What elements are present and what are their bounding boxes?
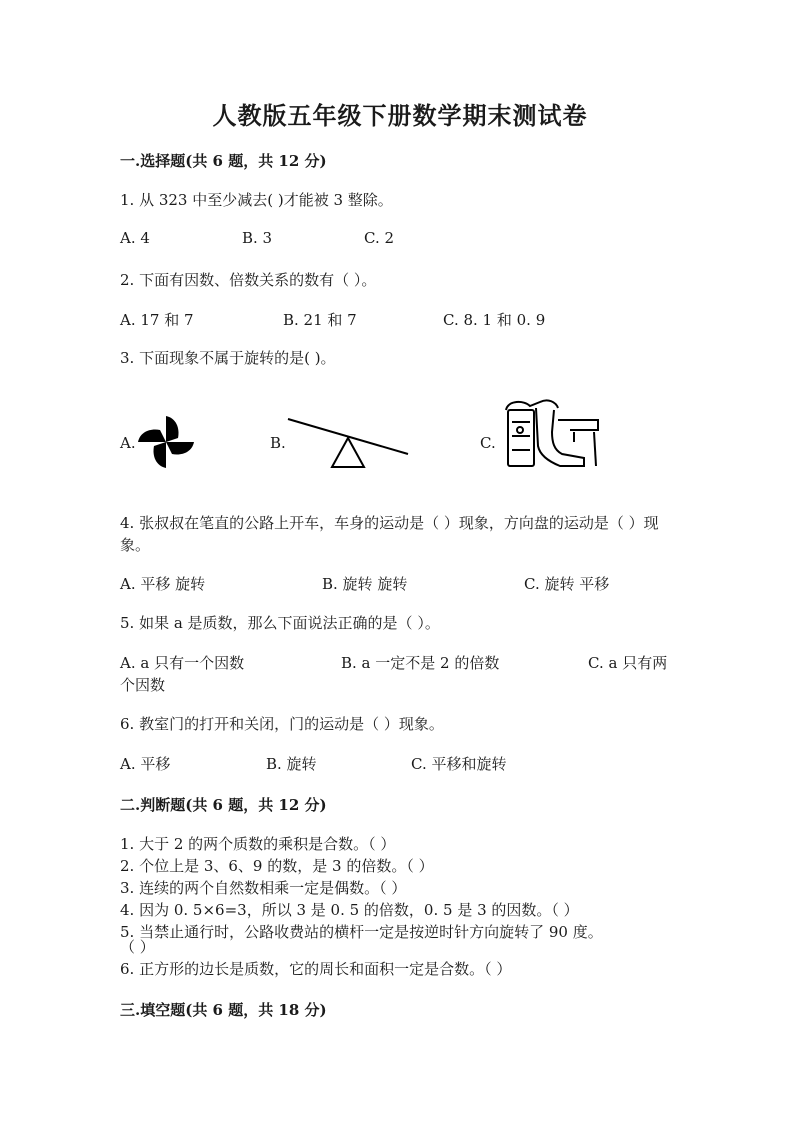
q4-option-a: A. 平移 旋转 (120, 575, 206, 593)
pinwheel-icon (136, 414, 196, 470)
seesaw-icon (286, 416, 410, 472)
q5-option-c: C. a 只有两 (588, 654, 668, 672)
judgement-item: 5. 当禁止通行时，公路收费站的横杆一定是按逆时针方向旋转了 90 度。 (120, 923, 603, 941)
section-heading-judgement: 二.判断题(共 6 题，共 12 分) (120, 796, 327, 814)
judgement-item-continued: （ ） (120, 938, 155, 956)
section-heading-fill-in: 三.填空题(共 6 题，共 18 分) (120, 1001, 327, 1019)
q1-option-c: C. 2 (364, 229, 395, 247)
question-5: 5. 如果 a 是质数，那么下面说法正确的是（ ）。 (120, 614, 440, 632)
question-6: 6. 教室门的打开和关闭，门的运动是（ ）现象。 (120, 715, 444, 733)
q6-option-a: A. 平移 (120, 755, 171, 773)
judgement-item: 4. 因为 0. 5×6=3，所以 3 是 0. 5 的倍数，0. 5 是 3 的因数。（ ） (120, 901, 579, 919)
page-title: 人教版五年级下册数学期末测试卷 (212, 101, 588, 130)
q2-option-b: B. 21 和 7 (283, 311, 357, 329)
question-4: 4. 张叔叔在笔直的公路上开车，车身的运动是（ ）现象，方向盘的运动是（ ）现象。 (120, 514, 659, 554)
question-2: 2. 下面有因数、倍数关系的数有（ ）。 (120, 271, 377, 289)
judgement-item: 2. 个位上是 3、6、9 的数，是 3 的倍数。（ ） (120, 857, 434, 875)
judgement-item: 6. 正方形的边长是质数，它的周长和面积一定是合数。（ ） (120, 960, 512, 978)
q2-option-c: C. 8. 1 和 0. 9 (443, 311, 546, 329)
q5-option-b: B. a 一定不是 2 的倍数 (341, 654, 500, 672)
q4-option-b: B. 旋转 旋转 (322, 575, 408, 593)
q3-option-c-label: C. (480, 434, 496, 452)
q3-option-a-label: A. (120, 434, 136, 452)
q6-option-b: B. 旋转 (266, 755, 317, 773)
slide-icon (500, 396, 604, 472)
judgement-item: 3. 连续的两个自然数相乘一定是偶数。（ ） (120, 879, 407, 897)
judgement-item: 1. 大于 2 的两个质数的乘积是合数。（ ） (120, 835, 396, 853)
q3-option-b-label: B. (270, 434, 286, 452)
q2-option-a: A. 17 和 7 (120, 311, 194, 329)
question-3: 3. 下面现象不属于旋转的是( )。 (120, 349, 336, 367)
section-heading-choice: 一.选择题(共 6 题，共 12 分) (120, 152, 327, 170)
q4-option-c: C. 旋转 平移 (524, 575, 610, 593)
q1-option-b: B. 3 (242, 229, 273, 247)
q5-option-a: A. a 只有一个因数 (120, 654, 245, 672)
q1-option-a: A. 4 (120, 229, 150, 247)
q6-option-c: C. 平移和旋转 (411, 755, 507, 773)
q5-option-c-continued: 个因数 (120, 676, 166, 694)
question-1: 1. 从 323 中至少减去( )才能被 3 整除。 (120, 191, 393, 209)
